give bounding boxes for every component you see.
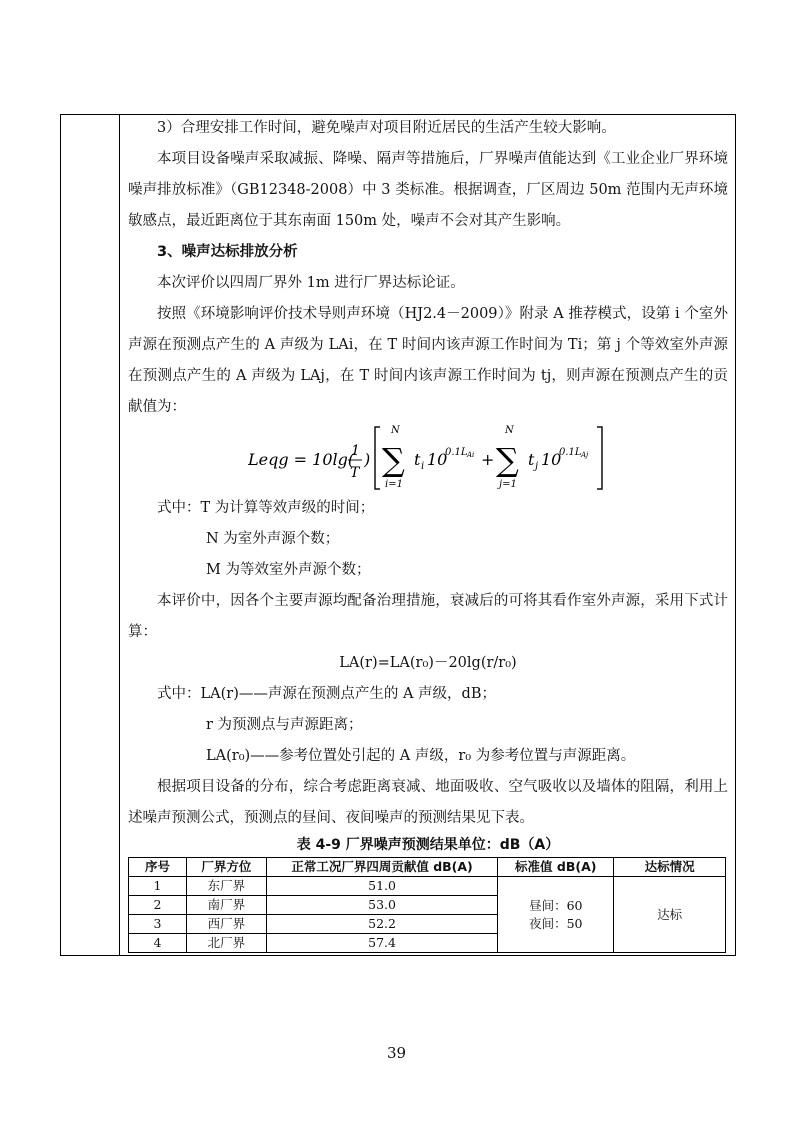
- frame-left-column: [60, 114, 120, 956]
- term1-exp: 0.1L: [445, 447, 468, 458]
- page-number: 39: [386, 1044, 407, 1062]
- cell-status: 达标: [614, 877, 726, 953]
- sum2-sigma: ∑: [496, 441, 519, 479]
- sum2-bottom: j=1: [499, 479, 517, 490]
- standard-day: 昼间：60: [529, 897, 583, 913]
- term2-sub: j: [535, 461, 539, 472]
- formula-frac-num: 1: [351, 443, 360, 459]
- header-no: 序号: [129, 858, 187, 877]
- cell-side: 南厂界: [186, 896, 266, 915]
- standard-night: 夜间：50: [529, 915, 583, 931]
- cell-value: 57.4: [266, 934, 498, 953]
- cell-no: 2: [129, 896, 187, 915]
- header-side: 厂界方位: [186, 858, 266, 877]
- sum1-top: N: [391, 425, 400, 436]
- header-status: 达标情况: [614, 858, 726, 877]
- term2-exp: 0.1L: [559, 447, 582, 458]
- definition-lar0: LA(r₀)——参考位置处引起的 A 声级，r₀ 为参考位置与声源距离。: [206, 748, 636, 764]
- sum2-top: N: [505, 425, 514, 436]
- definition-n: N 为室外声源个数；: [206, 531, 340, 547]
- formula-lhs: Leqg = 10lg(: [248, 450, 355, 469]
- table-title: 表 4-9 厂界噪声预测结果单位：dB（A）: [296, 837, 560, 853]
- paragraph-measure-3: 3）合理安排工作时间，避免噪声对项目附近居民的生活产生较大影响。: [157, 120, 616, 136]
- header-standard: 标准值 dB(A): [498, 858, 614, 877]
- cell-side: 西厂界: [186, 915, 266, 934]
- cell-no: 4: [129, 934, 187, 953]
- term1-base: 10: [427, 450, 448, 469]
- noise-result-table: [128, 857, 726, 953]
- cell-side: 东厂界: [186, 877, 266, 896]
- formula-close-paren: ): [364, 450, 371, 469]
- cell-value: 53.0: [266, 896, 498, 915]
- term2-exp-sub: Aj: [581, 451, 589, 459]
- formula-attenuation: LA(r)=LA(r₀)－20lg(r/r₀): [339, 655, 517, 671]
- paragraph-prediction: 根据项目设备的分布，综合考虑距离衰减、地面吸收、空气吸收以及墙体的阻隔，利用上述噪声预测公式，预测点的昼间、夜间噪声的预测结果见下表。: [128, 779, 728, 826]
- cell-value: 51.0: [266, 877, 498, 896]
- paragraph-noise-standard: 本项目设备噪声采取减振、降噪、隔声等措施后，厂界噪声值能达到《工业企业厂界环境噪声排放标准》（GB12348-2008）中 3 类标准。根据调查，厂区周边 50m 范围内无声环境敏感点，最近距离位于其东南面 150m 处，噪声不会对其产生影响。: [128, 151, 728, 229]
- cell-side: 北厂界: [186, 934, 266, 953]
- table-header-row: [129, 858, 726, 877]
- cell-no: 3: [129, 915, 187, 934]
- left-bracket: [375, 427, 380, 489]
- section-heading: 3、噪声达标排放分析: [157, 244, 298, 260]
- term1-t: t: [414, 450, 421, 469]
- paragraph-evaluation-scope: 本次评价以四周厂界外 1m 进行厂界达标论证。: [157, 275, 465, 291]
- table-row: [129, 877, 726, 896]
- cell-standard: [498, 877, 614, 953]
- sum1-bottom: i=1: [385, 479, 403, 490]
- formula-leqg: [128, 423, 728, 493]
- header-value: 正常工况厂界四周贡献值 dB(A): [266, 858, 498, 877]
- term1-exp-sub: Ai: [467, 451, 475, 459]
- sum1-sigma: ∑: [382, 441, 405, 479]
- paragraph-method: 按照《环境影响评价技术导则声环境（HJ2.4－2009）》附录 A 推荐模式，设第 i 个室外声源在预测点产生的 A 声级为 LAi，在 T 时间内该声源工作时间为 Ti；第 j 个等效室外声源在预测点产生的 A 声级为 LAj，在 T 时间内该声源工作时间为 tj，则声源在预测点产生的贡献值为：: [128, 306, 728, 415]
- formula-plus: +: [481, 450, 495, 469]
- term1-sub: i: [421, 461, 425, 472]
- formula-frac-den: T: [350, 465, 360, 481]
- term2-base: 10: [541, 450, 562, 469]
- right-bracket: [597, 427, 602, 489]
- cell-value: 52.2: [266, 915, 498, 934]
- definition-m: M 为等效室外声源个数；: [206, 562, 371, 578]
- definition-t: 式中：T 为计算等效声级的时间；: [157, 500, 375, 516]
- definition-r: r 为预测点与声源距离；: [206, 717, 363, 733]
- definition-lar: 式中：LA(r)——声源在预测点产生的 A 声级，dB；: [157, 686, 496, 702]
- term2-t: t: [528, 450, 535, 469]
- cell-no: 1: [129, 877, 187, 896]
- paragraph-calculation: 本评价中，因各个主要声源均配备治理措施，衰减后的可将其看作室外声源，采用下式计算：: [128, 593, 728, 640]
- content-body: [128, 114, 728, 834]
